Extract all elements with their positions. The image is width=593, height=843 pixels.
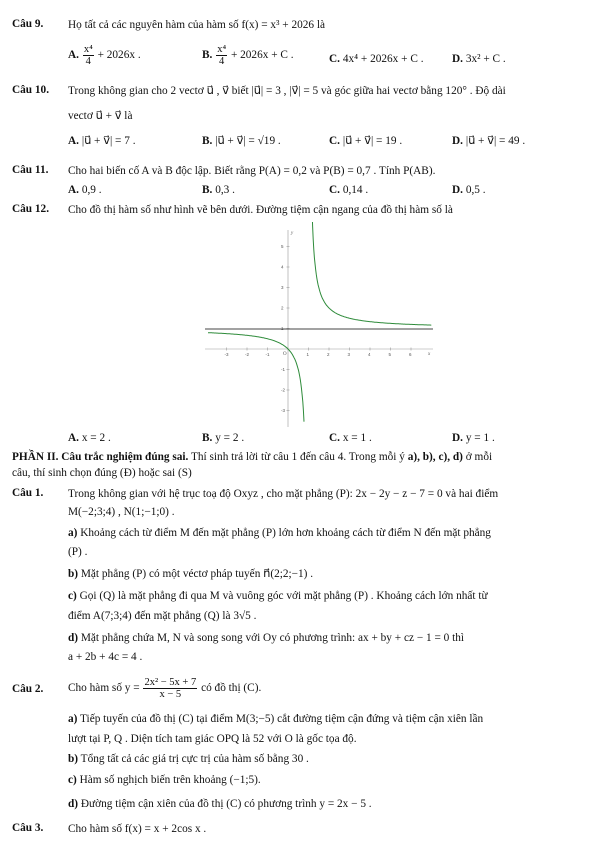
statement-b: b) Tổng tất cả các giá trị cực trị của hàm số bằng 30 . (68, 753, 309, 765)
x-tick-label: 5 (388, 352, 392, 357)
statement-b: b) Mặt phẳng (P) có một véctơ pháp tuyến n⃗(2;2;−1) . (68, 568, 314, 580)
statement-c: c) Gọi (Q) là mặt phẳng đi qua M và vuông góc với mặt phẳng (P) . Khoảng cách lớn nhất từ (68, 590, 488, 602)
x-tick-label: 6 (409, 352, 412, 357)
option-a: A. $\frac{\text{x⁴}}{4}$ + 2026x . (68, 44, 141, 67)
question-stem: Trong không gian cho 2 vectơ u⃗ , v⃗ biết |u⃗| = 3 , |v⃗| = 5 và góc giữa hai vectơ bằng 120° . Độ dài (68, 85, 506, 97)
origin-label: O (283, 352, 287, 357)
option-a: A. x = 2 . (68, 432, 111, 444)
x-tick-label: 4 (368, 352, 371, 357)
statement-d: d) Đường tiệm cận xiên của đồ thị (C) có phương trình y = 2x − 5 . (68, 798, 372, 810)
statement-c: c) Hàm số nghịch biến trên khoảng (−1;5). (68, 774, 261, 786)
option-d: D. y = 1 . (452, 432, 495, 444)
option-a: A. |u⃗ + v⃗| = 7 . (68, 135, 136, 147)
question-label: Câu 10. (12, 84, 50, 96)
x-tick-label: 3 (347, 352, 351, 357)
y-tick-label: 1 (281, 326, 284, 331)
y-tick-label: -1 (281, 367, 286, 372)
statement-d: d) Mặt phẳng chứa M, N và song song với Oy có phương trình: ax + by + cz − 1 = 0 thì (68, 632, 465, 644)
option-b: B. |u⃗ + v⃗| = √19 . (202, 135, 281, 147)
statement-a: a) Khoảng cách từ điểm M đến mặt phẳng (P) lớn hơn khoảng cách từ điểm N đến mặt phẳng (68, 527, 491, 539)
fraction: $\frac{\text{x⁴}}{4}$ (83, 44, 93, 67)
question-stem: Trong không gian với hệ trục toạ độ Oxyz , cho mặt phẳng (P): 2x − 2y − z − 7 = 0 và hai điểm (68, 488, 499, 500)
x-axis-label: x (428, 352, 431, 357)
question-stem: Cho hàm số y = $\frac{\text{2x² − 5x + 7}}{x - 5}$ có đồ thị (C). (68, 676, 262, 700)
option-a: A. 0,9 . (68, 184, 102, 196)
option-d: D. 3x² + C . (452, 53, 506, 65)
question-stem-cont: vectơ u⃗ + v⃗ là (68, 110, 133, 122)
fraction: $\frac{\text{x⁴}}{4}$ (217, 44, 227, 67)
y-axis-label: y (291, 231, 294, 236)
question-stem: Họ tất cả các nguyên hàm của hàm số f(x) = x³ + 2026 là (68, 19, 326, 31)
option-c: C. x = 1 . (329, 432, 372, 444)
option-b: B. 0,3 . (202, 184, 235, 196)
statement-d-cont: a + 2b + 4c = 4 . (68, 651, 143, 663)
statement-a-cont: lượt tại P, Q . Diện tích tam giác OPQ là 52 với O là gốc tọa độ. (68, 733, 357, 745)
y-tick-label: 2 (281, 305, 284, 311)
option-b: B. $\frac{\text{x⁴}}{4}$ + 2026x + C . (202, 44, 294, 67)
question-label: Câu 11. (12, 164, 49, 176)
question-label: Câu 3. (12, 822, 44, 834)
question-stem: Cho hàm số f(x) = x + 2cos x . (68, 823, 207, 835)
question-label: Câu 2. (12, 683, 44, 695)
option-b: B. y = 2 . (202, 432, 245, 444)
y-tick-label: -2 (281, 387, 286, 393)
option-d: D. 0,5 . (452, 184, 486, 196)
y-tick-label: 4 (281, 264, 284, 270)
fraction: $\frac{\text{2x² − 5x + 7}}{x - 5}$ (144, 676, 197, 700)
question-stem: Cho đồ thị hàm số như hình vẽ bên dưới. Đường tiệm cận ngang của đồ thị hàm số là (68, 204, 453, 216)
x-tick-label: 2 (327, 352, 330, 357)
option-c: C. 4x⁴ + 2026x + C . (329, 53, 424, 65)
statement-c-cont: điểm A(7;3;4) đến mặt phẳng (Q) là 3√5 . (68, 610, 257, 622)
x-tick-label: -2 (245, 352, 250, 357)
y-tick-label: 5 (281, 244, 284, 249)
question-stem-cont: M(−2;3;4) , N(1;−1;0) . (68, 506, 175, 518)
y-tick-label: 3 (281, 285, 284, 290)
option-c: C. 0,14 . (329, 184, 369, 196)
statement-a: a) Tiếp tuyến của đồ thị (C) tại điểm M(3;−5) cắt đường tiệm cận đứng và tiệm cận xiên lần (68, 713, 484, 725)
option-d: D. |u⃗ + v⃗| = 49 . (452, 135, 526, 147)
x-tick-label: -3 (224, 352, 229, 357)
axes (205, 230, 433, 427)
x-tick-label: -1 (265, 352, 270, 357)
option-c: C. |u⃗ + v⃗| = 19 . (329, 135, 403, 147)
question-label: Câu 1. (12, 487, 44, 499)
y-tick-label: -3 (281, 408, 286, 413)
function-graph (205, 222, 433, 427)
curve-right-branch (312, 222, 431, 325)
section-heading: PHẦN II. Câu trắc nghiệm đúng sai. Thí sinh trả lời từ câu 1 đến câu 4. Trong mỗi ý a), b), c), d) ở mỗi (12, 451, 493, 463)
curve-left-branch (208, 333, 304, 422)
section-intro: câu, thí sinh chọn đúng (Đ) hoặc sai (S) (12, 467, 192, 479)
statement-a-cont: (P) . (68, 546, 88, 558)
x-tick-label: 1 (306, 352, 310, 357)
question-label: Câu 9. (12, 18, 44, 30)
question-label: Câu 12. (12, 203, 50, 215)
question-stem: Cho hai biến cố A và B độc lập. Biết rằng P(A) = 0,2 và P(B) = 0,7 . Tính P(AB). (68, 165, 436, 177)
